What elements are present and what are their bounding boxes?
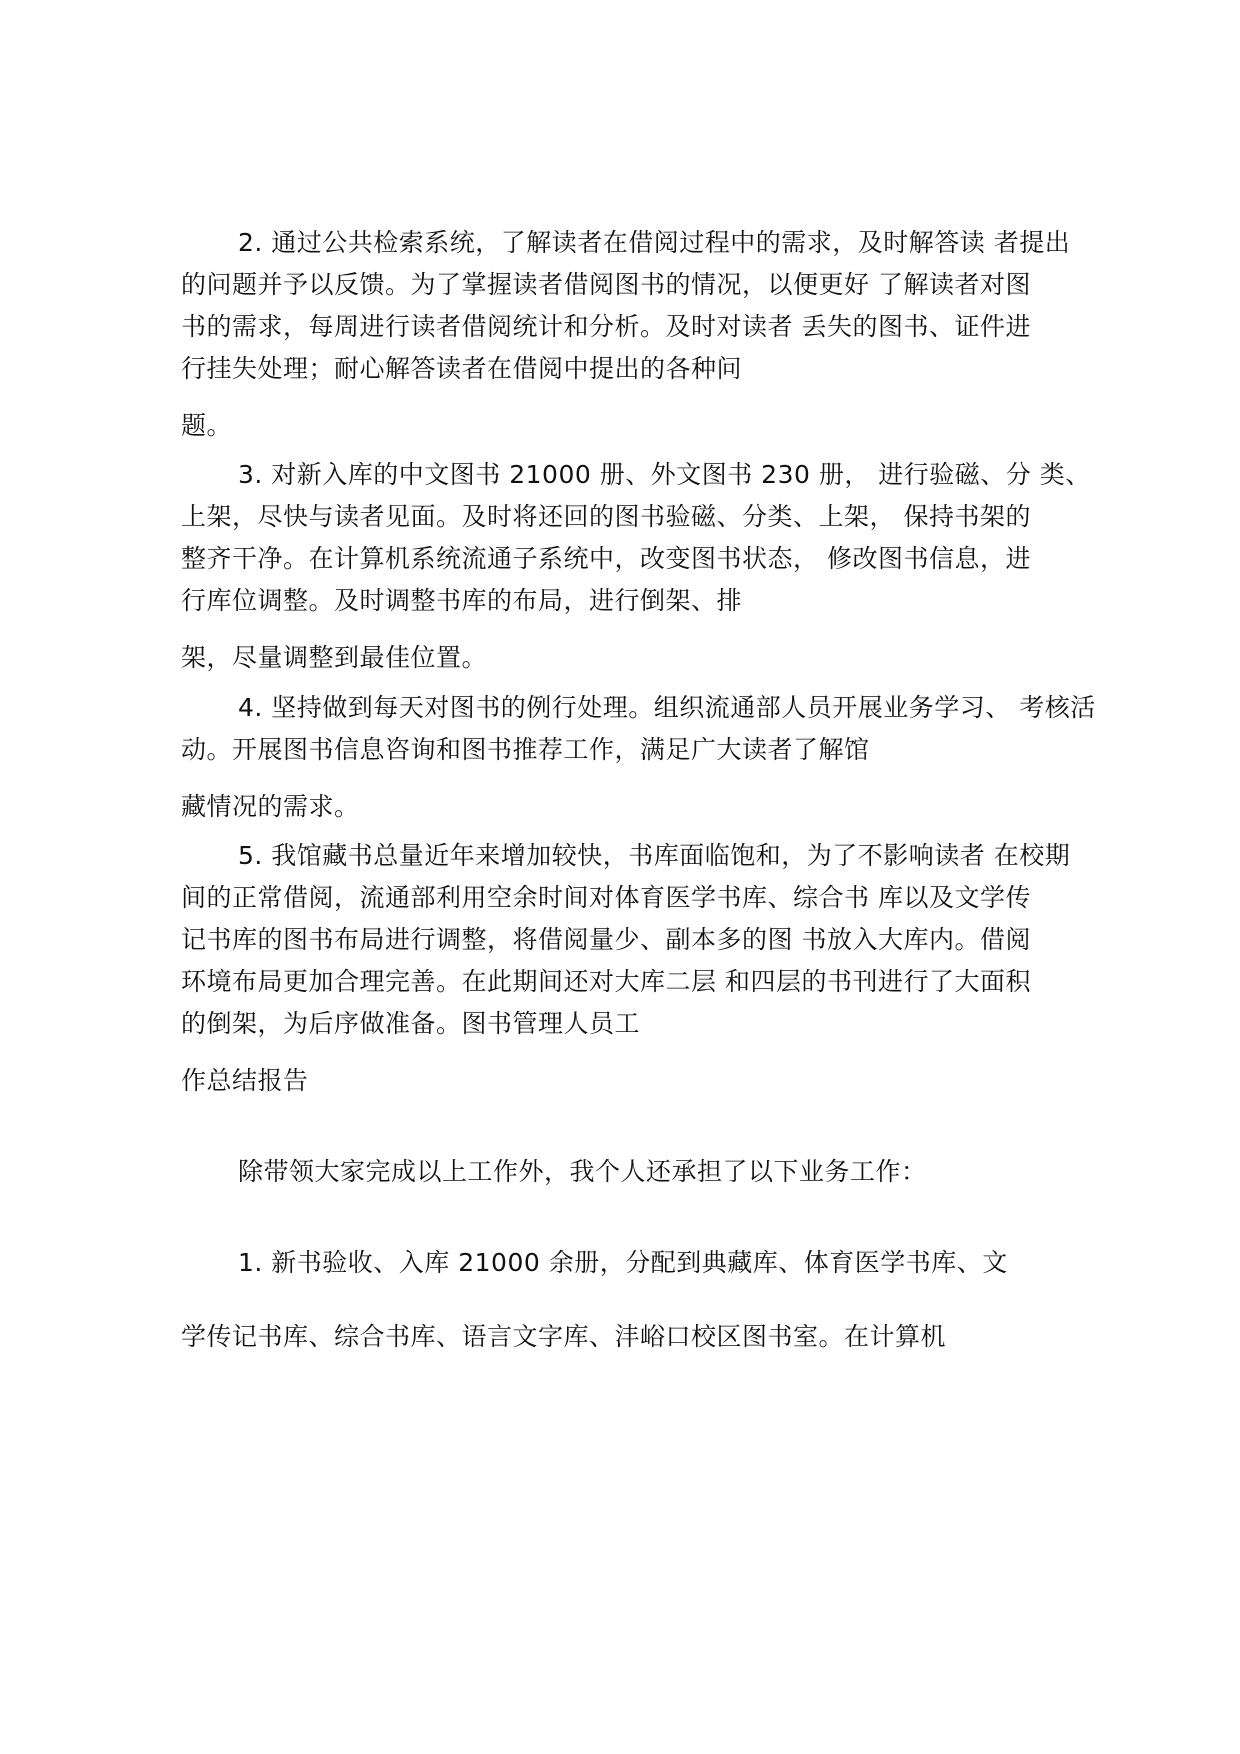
paragraph-4-line-3: 藏情况的需求。	[181, 792, 360, 821]
paragraph-3-line-4: 行库位调整。及时调整书库的布局，进行倒架、排	[181, 586, 743, 615]
paragraph-2-line-4: 行挂失处理；耐心解答读者在借阅中提出的各种问	[181, 354, 743, 383]
paragraph-3-line-2: 上架，尽快与读者见面。及时将还回的图书验磁、分类、上架， 保持书架的	[181, 502, 1031, 531]
paragraph-4-line-1: 4. 坚持做到每天对图书的例行处理。组织流通部人员开展业务学习、 考核活	[238, 693, 1096, 722]
paragraph-2-line-3: 书的需求，每周进行读者借阅统计和分析。及时对读者 丢失的图书、证件进	[181, 312, 1031, 341]
paragraph-2-line-1: 2. 通过公共检索系统，了解读者在借阅过程中的需求，及时解答读 者提出	[238, 228, 1071, 257]
paragraph-3-line-5: 架，尽量调整到最佳位置。	[181, 643, 488, 672]
personal-item-1-line-2: 学传记书库、综合书库、语言文字库、沣峪口校区图书室。在计算机	[181, 1322, 947, 1351]
paragraph-5-line-3: 记书库的图书布局进行调整，将借阅量少、副本多的图 书放入大库内。借阅	[181, 925, 1031, 954]
paragraph-5-line-5: 的倒架，为后序做准备。图书管理人员工	[181, 1009, 641, 1038]
paragraph-2-line-2: 的问题并予以反馈。为了掌握读者借阅图书的情况，以便更好 了解读者对图	[181, 270, 1031, 299]
paragraph-5-line-4: 环境布局更加合理完善。在此期间还对大库二层 和四层的书刊进行了大面积	[181, 967, 1031, 996]
personal-work-intro: 除带领大家完成以上工作外，我个人还承担了以下业务工作：	[238, 1157, 927, 1186]
personal-item-1-line-1: 1. 新书验收、入库 21000 余册，分配到典藏库、体育医学书库、文	[238, 1248, 1008, 1277]
paragraph-3-line-1: 3. 对新入库的中文图书 21000 册、外文图书 230 册， 进行验磁、分 类、	[238, 460, 1091, 489]
paragraph-5-line-1: 5. 我馆藏书总量近年来增加较快，书库面临饱和，为了不影响读者 在校期	[238, 841, 1071, 870]
paragraph-4-line-2: 动。开展图书信息咨询和图书推荐工作，满足广大读者了解馆	[181, 735, 870, 764]
paragraph-5-line-6: 作总结报告	[181, 1066, 309, 1095]
paragraph-2-line-5: 题。	[181, 411, 233, 440]
paragraph-3-line-3: 整齐干净。在计算机系统流通子系统中，改变图书状态， 修改图书信息，进	[181, 544, 1031, 573]
paragraph-5-line-2: 间的正常借阅，流通部利用空余时间对体育医学书库、综合书 库以及文学传	[181, 883, 1031, 912]
